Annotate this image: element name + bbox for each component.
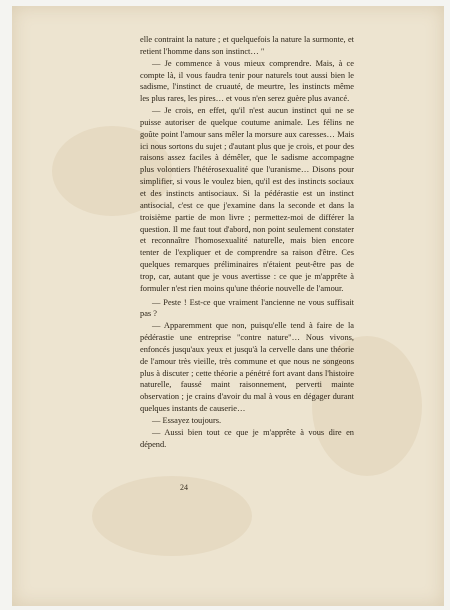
paragraph: — Peste ! Est-ce que vraiment l'ancienne ne vous suffisait pas ? bbox=[140, 297, 354, 319]
paragraph: — Aussi bien tout ce que je m'apprête à vous dire en dépend. bbox=[140, 427, 354, 449]
paper-stain bbox=[92, 476, 252, 556]
page-number: 24 bbox=[180, 483, 188, 492]
paragraph: — Je crois, en effet, qu'il n'est aucun instinct qui ne se puisse autoriser de quelque coutume animale. Les félins ne goûte point l'amour sans mêler la morsure aux caresses… Mais ici nous sortons du sujet ; d'autant plus que je crois, et pour des raisons assez faciles à démêler, que le sadisme accompagne plus volontiers l'hétérosexualité que l'uranisme… Disons pour simplifier, si vous le voulez bien, qu'il est des instincts sociaux et des instincts antisociaux. Si la pédérastie est un instinct antisocial, c'est ce que j'examine dans la seconde et dans la troisième partie de mon livre ; permettez-moi de différer la question. Il me faut tout d'abord, non point seulement constater et reconnaître l'homosexualité naturelle, mais bien encore tenter de l'expliquer et de comprendre sa raison d'être. Ces quelques remarques préliminaires n'étaient peut-être pas de trop, car, autant que je vous avertisse : ce que je m'apprête à formuler n'est rien moins qu'une théorie nouvelle de l'amour. bbox=[140, 106, 354, 293]
book-page bbox=[12, 6, 444, 606]
paragraph: — Essayez toujours. bbox=[152, 416, 222, 425]
paragraph: — Apparemment que non, puisqu'elle tend à faire de la pédérastie une entreprise "contre nature"… Nous vivons, enfoncés jusqu'aux yeux et jusqu'à la cervelle dans une théorie de l'amour très vieille, très commune et que nous ne songeons plus à discuter ; cette théorie a pénétré fort avant dans l'histoire naturelle, faussé maint raisonnement, perverti mainte observation ; je crains d'avoir du mal à vous en dégager durant quelques instants de causerie… bbox=[140, 321, 354, 414]
body-text bbox=[140, 34, 354, 451]
paragraph: — Je commence à vous mieux comprendre. Mais, à ce compte là, il vous faudra tenir pour naturels tout aussi bien le sadisme, l'instinct de cruauté, de meurtre, les instincts même les plus rares, les pires… et vous n'en serez guère plus avancé. bbox=[140, 58, 354, 104]
paragraph: elle contraint la nature ; et quelquefois la nature la surmonte, et retient l'homme dans son instinct… " bbox=[140, 35, 354, 56]
